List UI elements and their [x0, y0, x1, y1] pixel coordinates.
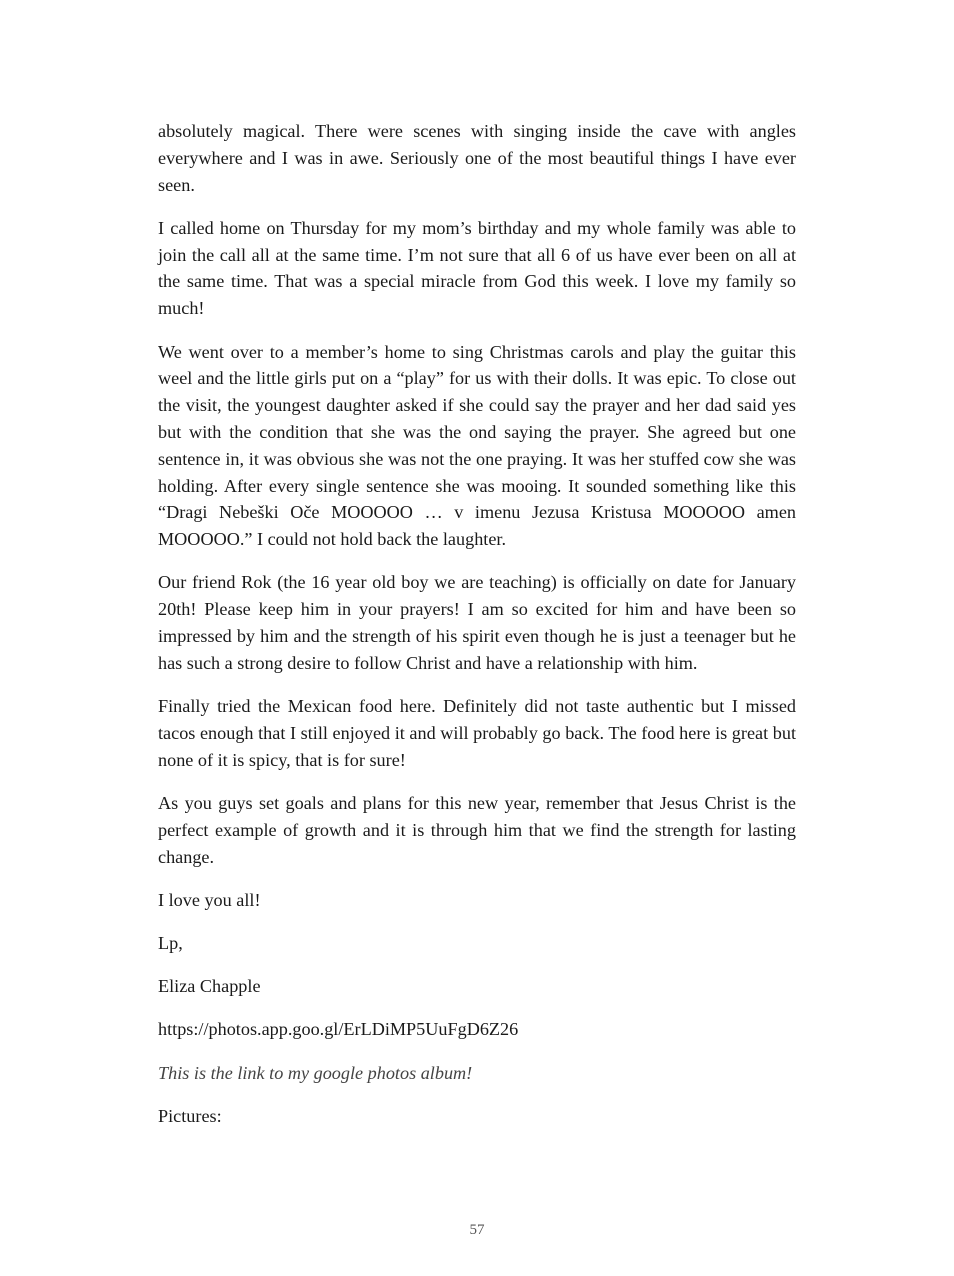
- paragraph-mexican-food: Finally tried the Mexican food here. Definitely did not taste authentic but I missed tacos enough that I still enjoyed it and will probably go back. The food here is great but none of it is spicy, that is for sure!: [158, 696, 796, 770]
- paragraph-family-call: I called home on Thursday for my mom’s birthday and my whole family was able to join the call all at the same time. I’m not sure that all 6 of us have ever been on all at the same time. That was a special miracle from God this week. I love my family so much!: [158, 217, 796, 319]
- album-caption: This is the link to my google photos album!: [158, 1062, 473, 1083]
- closing-line: I love you all!: [158, 889, 261, 910]
- pictures-label: Pictures:: [158, 1105, 222, 1126]
- paragraph-friend-rok: Our friend Rok (the 16 year old boy we are teaching) is officially on date for January 20th! Please keep him in your prayers! I am so excited for him and have been so impressed by him and the strength of his spirit even though he is just a teenager but he has such a strong desire to follow Christ and have a relationship with him.: [158, 572, 796, 673]
- page-number: 57: [469, 1222, 485, 1238]
- paragraph-new-year-goals: As you guys set goals and plans for this new year, remember that Jesus Christ is the perfect example of growth and it is through him that we find the strength for lasting change.: [158, 793, 796, 867]
- paragraph-christmas-carols: We went over to a member’s home to sing Christmas carols and play the guitar this weel and the little girls put on a “play” for us with their dolls. It was epic. To close out the visit, the youngest daughter asked if she could say the prayer and her dad said yes but with the condition that she was the ond saying the prayer. She agreed but one sentence in, it was obvious she was not the one praying. It was her stuffed cow she was holding. After every single sentence she was mooing. It sounded something like this “Dragi Nebeški Oče MOOOOO … v imenu Jezusa Kristusa MOOOOO amen MOOOOO.” I could not hold back the laughter.: [158, 341, 796, 550]
- signature-name: Eliza Chapple: [158, 976, 261, 997]
- album-link[interactable]: https://photos.app.goo.gl/ErLDiMP5UuFgD6Z26: [158, 1019, 519, 1040]
- document-body: [158, 118, 796, 1146]
- paragraph-cave-scenes: absolutely magical. There were scenes with singing inside the cave with angles everywhere and I was in awe. Seriously one of the most beautiful things I have ever seen.: [158, 121, 796, 195]
- signoff-line: Lp,: [158, 933, 183, 954]
